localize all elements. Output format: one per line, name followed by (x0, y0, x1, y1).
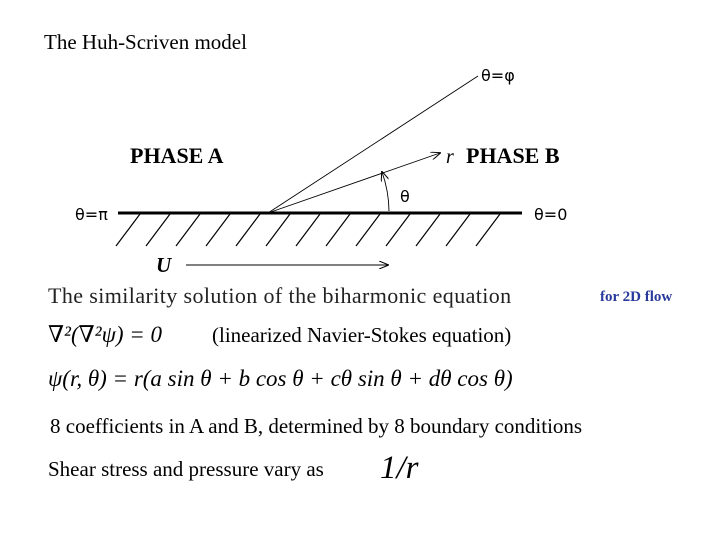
u-label: U (156, 253, 172, 277)
phase-b-label: PHASE B (466, 143, 560, 168)
interface-line (268, 76, 478, 213)
stream-function-equation: ψ(r, θ) = r(a sin θ + b cos θ + cθ sin θ + dθ cos θ) (48, 366, 513, 391)
theta-arc (382, 172, 389, 211)
r-arrow (268, 153, 440, 213)
biharmonic-equation: ∇²(∇²ψ) = 0 (48, 322, 163, 347)
slide-title: The Huh-Scriven model (44, 30, 247, 54)
equation-note: (linearized Navier-Stokes equation) (212, 323, 512, 347)
phase-a-label: PHASE A (130, 143, 224, 168)
shear-stress-text: Shear stress and pressure vary as (48, 457, 324, 481)
theta-label: θ (400, 187, 410, 206)
theta-phi-label: θ=φ (481, 66, 515, 85)
similarity-suffix: for 2D flow (600, 289, 673, 305)
r-label: r (446, 146, 454, 168)
theta-pi-label: θ=π (75, 205, 108, 224)
one-over-r-formula: 1/r (380, 450, 419, 486)
coefficients-text: 8 coefficients in A and B, determined by 8 boundary conditions (50, 414, 583, 438)
wall-hatching (116, 214, 500, 246)
huh-scriven-diagram (0, 55, 720, 285)
similarity-solution-text: The similarity solution of the biharmonic equation (48, 283, 512, 308)
theta-zero-label: θ=0 (534, 205, 568, 224)
